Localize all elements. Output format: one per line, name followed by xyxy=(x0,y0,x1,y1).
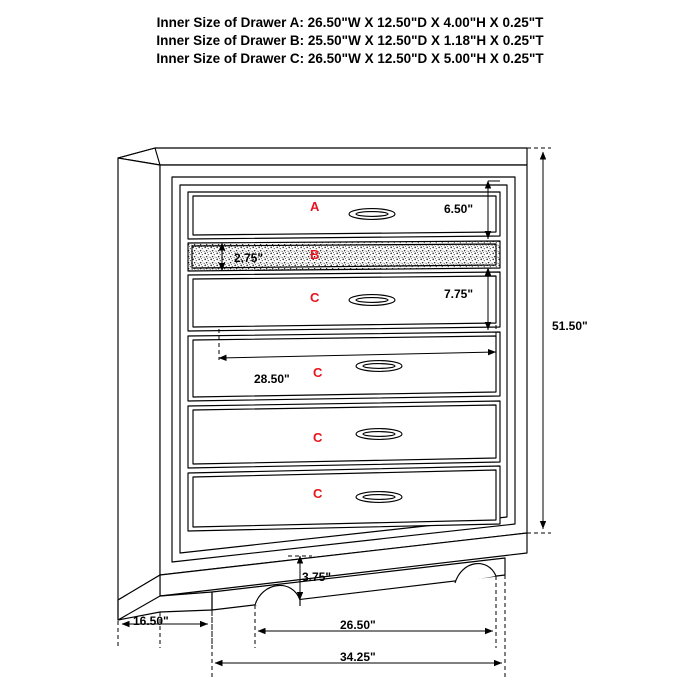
drawer-label-b: B xyxy=(310,247,320,262)
drawer-label-c4: C xyxy=(313,486,323,501)
dimension-drawer-a-height: 6.50" xyxy=(444,202,474,216)
dimension-overall-width: 34.25" xyxy=(340,650,376,664)
dimension-drawer-front-width: 26.50" xyxy=(340,618,376,632)
dimension-depth: 16.50" xyxy=(133,614,169,628)
dimension-leg-height: 3.75" xyxy=(302,570,332,584)
drawer-label-c1: C xyxy=(310,290,320,305)
spec-line-drawer-a: Inner Size of Drawer A: 26.50"W X 12.50"D X 4.00"H X 0.25"T xyxy=(156,15,544,30)
drawer-label-c2: C xyxy=(313,365,323,380)
dimension-drawer-c-height: 7.75" xyxy=(444,287,474,301)
spec-line-drawer-c: Inner Size of Drawer C: 26.50"W X 12.50"D X 5.00"H X 0.25"T xyxy=(156,51,544,66)
dimension-drawer-b-height: 2.75" xyxy=(234,251,264,265)
spec-line-drawer-b: Inner Size of Drawer B: 25.50"W X 12.50"D X 1.18"H X 0.25"T xyxy=(156,33,544,48)
drawer-label-c3: C xyxy=(313,430,323,445)
dimension-drawer-inner-width: 28.50" xyxy=(254,372,290,386)
dimension-overall-height: 51.50" xyxy=(552,319,588,333)
drawer-label-a: A xyxy=(310,199,320,214)
